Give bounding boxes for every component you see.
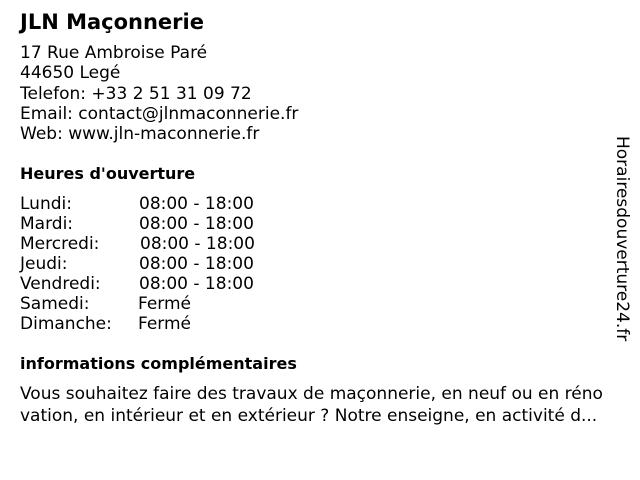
- site-watermark: Horairesdouverture24.fr: [612, 136, 632, 342]
- city-postcode: 44650 Legé: [20, 63, 121, 83]
- email-line: Email: contact@jlnmaconnerie.fr: [20, 104, 299, 124]
- additional-info-heading: informations complémentaires: [20, 354, 297, 373]
- day-hours: Fermé: [138, 314, 192, 334]
- day-label: Mercredi:: [20, 234, 100, 254]
- day-hours: 08:00 - 18:00: [139, 194, 254, 214]
- business-name: JLN Maçonnerie: [20, 10, 204, 34]
- additional-info-text: Vous souhaitez faire des travaux de maçonnerie, en neuf ou en réno vation, en intérieur et en extérieur ? Notre enseigne, en activité d...: [20, 384, 603, 426]
- opening-hours-heading: Heures d'ouverture: [20, 164, 196, 183]
- day-label: Jeudi:: [20, 254, 68, 274]
- day-label: Samedi:: [20, 294, 90, 314]
- day-hours: Fermé: [138, 294, 192, 314]
- phone-line: Telefon: +33 2 51 31 09 72: [20, 84, 252, 104]
- day-hours: 08:00 - 18:00: [139, 274, 254, 294]
- web-line: Web: www.jln-maconnerie.fr: [20, 124, 260, 144]
- day-label: Lundi:: [20, 194, 72, 214]
- day-hours: 08:00 - 18:00: [139, 214, 254, 234]
- day-hours: 08:00 - 18:00: [140, 234, 255, 254]
- day-label: Dimanche:: [20, 314, 112, 334]
- street-address: 17 Rue Ambroise Paré: [20, 43, 208, 63]
- day-label: Mardi:: [20, 214, 74, 234]
- day-hours: 08:00 - 18:00: [139, 254, 254, 274]
- day-label: Vendredi:: [20, 274, 101, 294]
